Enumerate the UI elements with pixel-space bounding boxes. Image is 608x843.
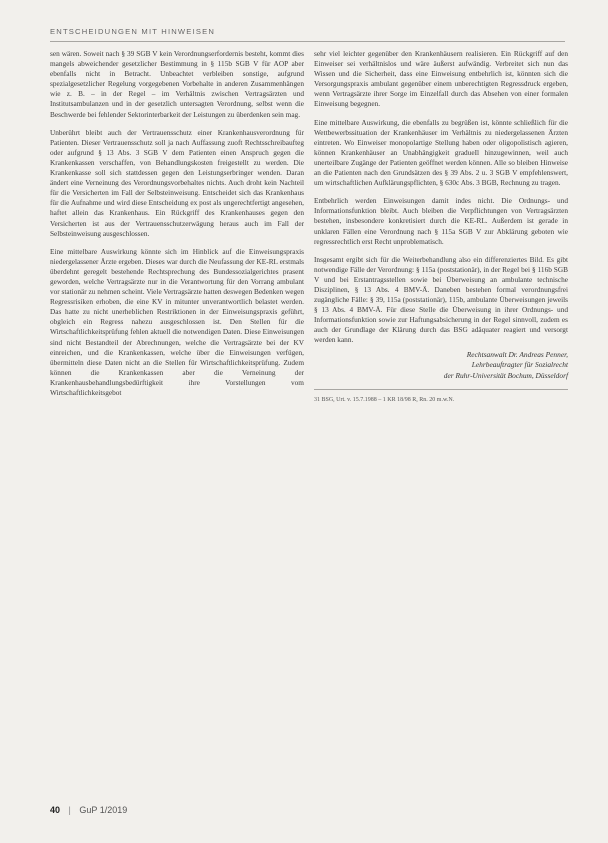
left-paragraph-3: Eine mittelbare Auswirkung könnte sich im Hinblick auf die Einweisungspraxis niedergelassener Ärzte ergeben. Dieses war durch die Neufassung der KE-RL erstmals überdehnt geregelt bestehende Rechtsprechung des Bundessozialgerichtes prasent geworden, welche Vertragsärzte nur in die Verantwortung für den Vorrang ambulant vor stationär zu nehmen scheint. Viele Vertragsärzte hatten deswegen Bedenken wegen Regressrisiken erhoben, die eine KV in mitunter unverantwortlich belastet werden. Das hatte zu nicht unerheblichen Restriktionen in der Einweisungspraxis geführt, obgleich ein Regress nahezu ausgeschlossen ist. Den Stellen für die Wirtschaftlichkeitsprüfung fehlen aktuell die notwendigen Daten. Diese Einweisungen sind nicht Bestandteil der Abrechnungen, welche die Vertragsärzte bei der KV einreichen, und die Krankenkassen, welche über die Einweisungen verfügen, übermitteln diese Daten nicht an die Stellen für Wirtschaftlichkeitsprüfung. Zudem können die Krankenkassen aber die Verneinung der Krankenhausbehandlungsbedürftigkeit ihre Vorstellungen vom Wirtschaftlichkeitsgebot (50, 246, 304, 397)
right-column (314, 49, 568, 404)
right-paragraph-3: Entbehrlich werden Einweisungen damit indes nicht. Die Ordnungs- und Informationsfunktion bleibt. Auch bleiben die Verpflichtungen von Vertragsärzten bestehen, insbesondere konkretisiert durch die KE-RL. Außerdem ist gerade in unklaren Fällen eine Verordnung nach § 115a SGB V zur Abklärung geboten wie regressrechtlich erst Recht unproblematisch. (314, 196, 568, 246)
footer-separator: | (68, 805, 71, 815)
right-paragraph-2: Eine mittelbare Auswirkung, die ebenfalls zu begrüßen ist, könnte schließlich für die Wettbewerbssituation der Krankenhäuser im Verhältnis zu niedergelassenen Ärzten eintreten. Wo Einweiser monopolartige Stellung haben oder oligopolistisch agieren, können Krankenhäuser an Unabhängigkeit gradueIl hinzugewinnen, weil auch unerteilbare Zugänge der Patienten geöffnet werden können. Alle so bleiben Hinweise an die Patienten nach den Grundsätzen des § 39 Abs. 2 u. 3 SGB V empfehlenswert, um wirtschaftlichen Aufklärungspflichten, § 630c Abs. 3 BGB, Rechnung zu tragen. (314, 117, 568, 188)
page-number: 40 (50, 805, 61, 815)
footnote: 31 BSG, Urt. v. 15.7.1988 – 1 KR 18/98 R, Rn. 20 m.w.N. (314, 397, 455, 404)
right-paragraph-4: Insgesamt ergibt sich für die Weiterbehandlung also ein differenziertes Bild. Es gibt notwendige Fälle der Verordnung: § 115a (poststationär), in der Regel bei § 116b SGB V und bei Erstantragsstellen sowie bei Überweisung an ambulante technische Disziplinen, § 13 Abs. 4 BMV-Ä. Daneben bestehen formal verordnungsfrei zugängliche Fälle: § 39, 115a (poststationär), 115b, ambulante Überweisungen jeweils § 13 Abs. 4 BMV-Ä. Für diese Stelle die Überweisung in ihrer Ordnungs- und Informationsfunktion sowie zur Haftungsabsicherung in der Regel sinnvoll, zudem es auch der Grundlage der Klärung durch das BSG adäquater reagiert und versorgt werden kann. (314, 254, 568, 345)
right-paragraph-1: sehr viel leichter gegenüber den Krankenhäusern realisieren. Ein Rückgriff auf den Einweiser sei verhältnislos und wäre äußerst aufwändig. Verbreitet sich nun das Wissen und die Sicherheit, dass eine Einweisung entbehrlich ist, könnten sich die Versorgungspraxis ambulant gegenüber einem unberechtigten Regressdruck ergeben, wenn Vertragsärzte ihrer Sorge im Einzelfall durch das Absehen von einer formalen Einweisung begegnen. (314, 49, 568, 109)
author-line-3: der Ruhr-Universität Bochum, Düsseldorf (443, 370, 568, 380)
section-header: ENTSCHEIDUNGEN MIT HINWEISEN (50, 27, 216, 36)
left-column (50, 49, 304, 398)
journal-issue: GuP 1/2019 (79, 805, 128, 815)
author-block (314, 350, 568, 382)
page-footer (50, 805, 127, 815)
author-line-2: Lehrbeauftragter für Sozialrecht (471, 360, 568, 370)
left-paragraph-1: sen wären. Soweit nach § 39 SGB V kein Verordnungserfordernis besteht, kommt dies mangels abweichender gesetzlicher Bestimmung in § 115b SGB V für AOP aber ebenfalls nicht in Betracht. Unbeachtet verbleiben sonstige, aufgrund spezialgesetzlicher Regelung vorgegebenen Vorbehalte in anderen Zusammenhängen wie z. B. – in der Regel – im Verhältnis zwischen Vertragsärzten und Institutsambulanzen und in der gesetzlich untersagten Verordnung, selbst wenn die Beschwerde bei fehlender Sektorinterbarkeit der Leistungen zu überdenken sein mag. (50, 49, 304, 119)
author-line-1: Rechtsanwalt Dr. Andreas Penner, (466, 349, 568, 359)
header-rule (50, 41, 565, 42)
left-paragraph-2: Unberührt bleibt auch der Vertrauensschutz einer Krankenhausverordnung für Patienten. Dieser Vertrauensschutz soll ja nach Auffassung zuoft Rechtsschreibaufteg oder aufgrund § 13 Abs. 3 SGB V dem Patienten einen Anspruch gegen die Krankenkassen verschaffen, von Behandlungskosten freigestellt zu werden. Die Krankenkasse soll sich stattdessen gegen den Leistungserbringer wenden. Daran ändert eine Verneinung des Verordnungsvorbehaltes nichts. Auch droht kein Nachteil für die Versicherten im Fall der Selbsteinweisung. Entscheidet sich das Krankenhaus für die Aufnahme und wird diese Entscheidung ex post als ungerechtfertigt angesehen, haftet allein das Krankenhaus. Ein Rückgriff des Krankenhauses gegen den Versicherten ist aus der Vertrauensschutzerwägung heraus auch im Fall der Selbsteinweisung ausgeschlossen. (50, 127, 304, 238)
footnote-rule (314, 389, 568, 390)
